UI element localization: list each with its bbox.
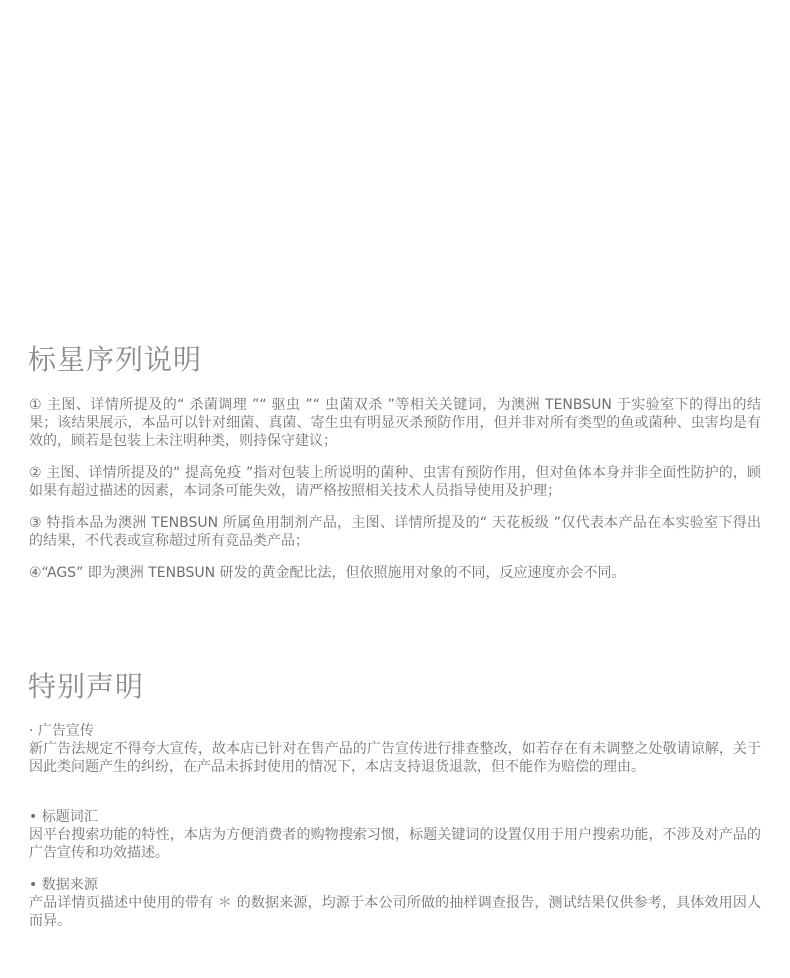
statement-item-heading: • 数据来源 (29, 877, 98, 893)
statement-item-body: 产品详情页描述中使用的带有 ＊ 的数据来源，均源于本公司所做的抽样调查报告，测试结果仅供参考，具体效用因人而异。 (29, 895, 761, 929)
section-title-star-series: 标星序列说明 (28, 343, 203, 376)
star-series-note-3: ③ 特指本品为澳洲 TENBSUN 所属鱼用制剂产品，主图、详情所提及的“ 天花板级 ”仅代表本产品在本实验室下得出的结果，不代表或宣称超过所有竞品类产品； (29, 515, 761, 549)
statement-item-advertising (29, 722, 761, 776)
statement-item-heading: • 标题词汇 (29, 809, 98, 825)
statement-item-data-source (29, 876, 761, 930)
statement-item-body: 因平台搜索功能的特性，本店为方便消费者的购物搜索习惯，标题关键词的设置仅用于用户搜索功能，不涉及对产品的广告宣传和功效描述。 (29, 827, 761, 861)
star-series-note-2: ② 主图、详情所提及的“ 提高免疫 ”指对包装上所说明的菌种、虫害有预防作用，但对鱼体本身并非全面性防护的，顾如果有超过描述的因素，本词条可能失效，请严格按照相关技术人员指导使用及护理； (29, 465, 761, 499)
star-series-note-1: ① 主图、详情所提及的“ 杀菌调理 ”“ 驱虫 ”“ 虫菌双杀 ”等相关关键词，为澳洲 TENBSUN 于实验室下的得出的结果；该结果展示，本品可以针对细菌、真菌、寄生虫有明显灭杀预防作用，但并非对所有类型的鱼或菌种、虫害均是有效的，顾若是包装上未注明种类，则持保守建议； (29, 397, 761, 449)
star-series-note-4: ④“AGS” 即为澳洲 TENBSUN 研发的黄金配比法，但依照施用对象的不同，反应速度亦会不同。 (29, 565, 626, 581)
statement-item-heading: · 广告宣传 (29, 723, 94, 739)
statement-item-body: 新广告法规定不得夸大宣传，故本店已针对在售产品的广告宣传进行排查整改，如若存在有未调整之处敬请谅解，关于因此类问题产生的纠纷，在产品未拆封使用的情况下，本店支持退货退款，但不能作为赔偿的理由。 (29, 741, 761, 775)
statement-item-title-keywords (29, 808, 761, 862)
section-title-special-statement: 特别声明 (28, 670, 145, 703)
